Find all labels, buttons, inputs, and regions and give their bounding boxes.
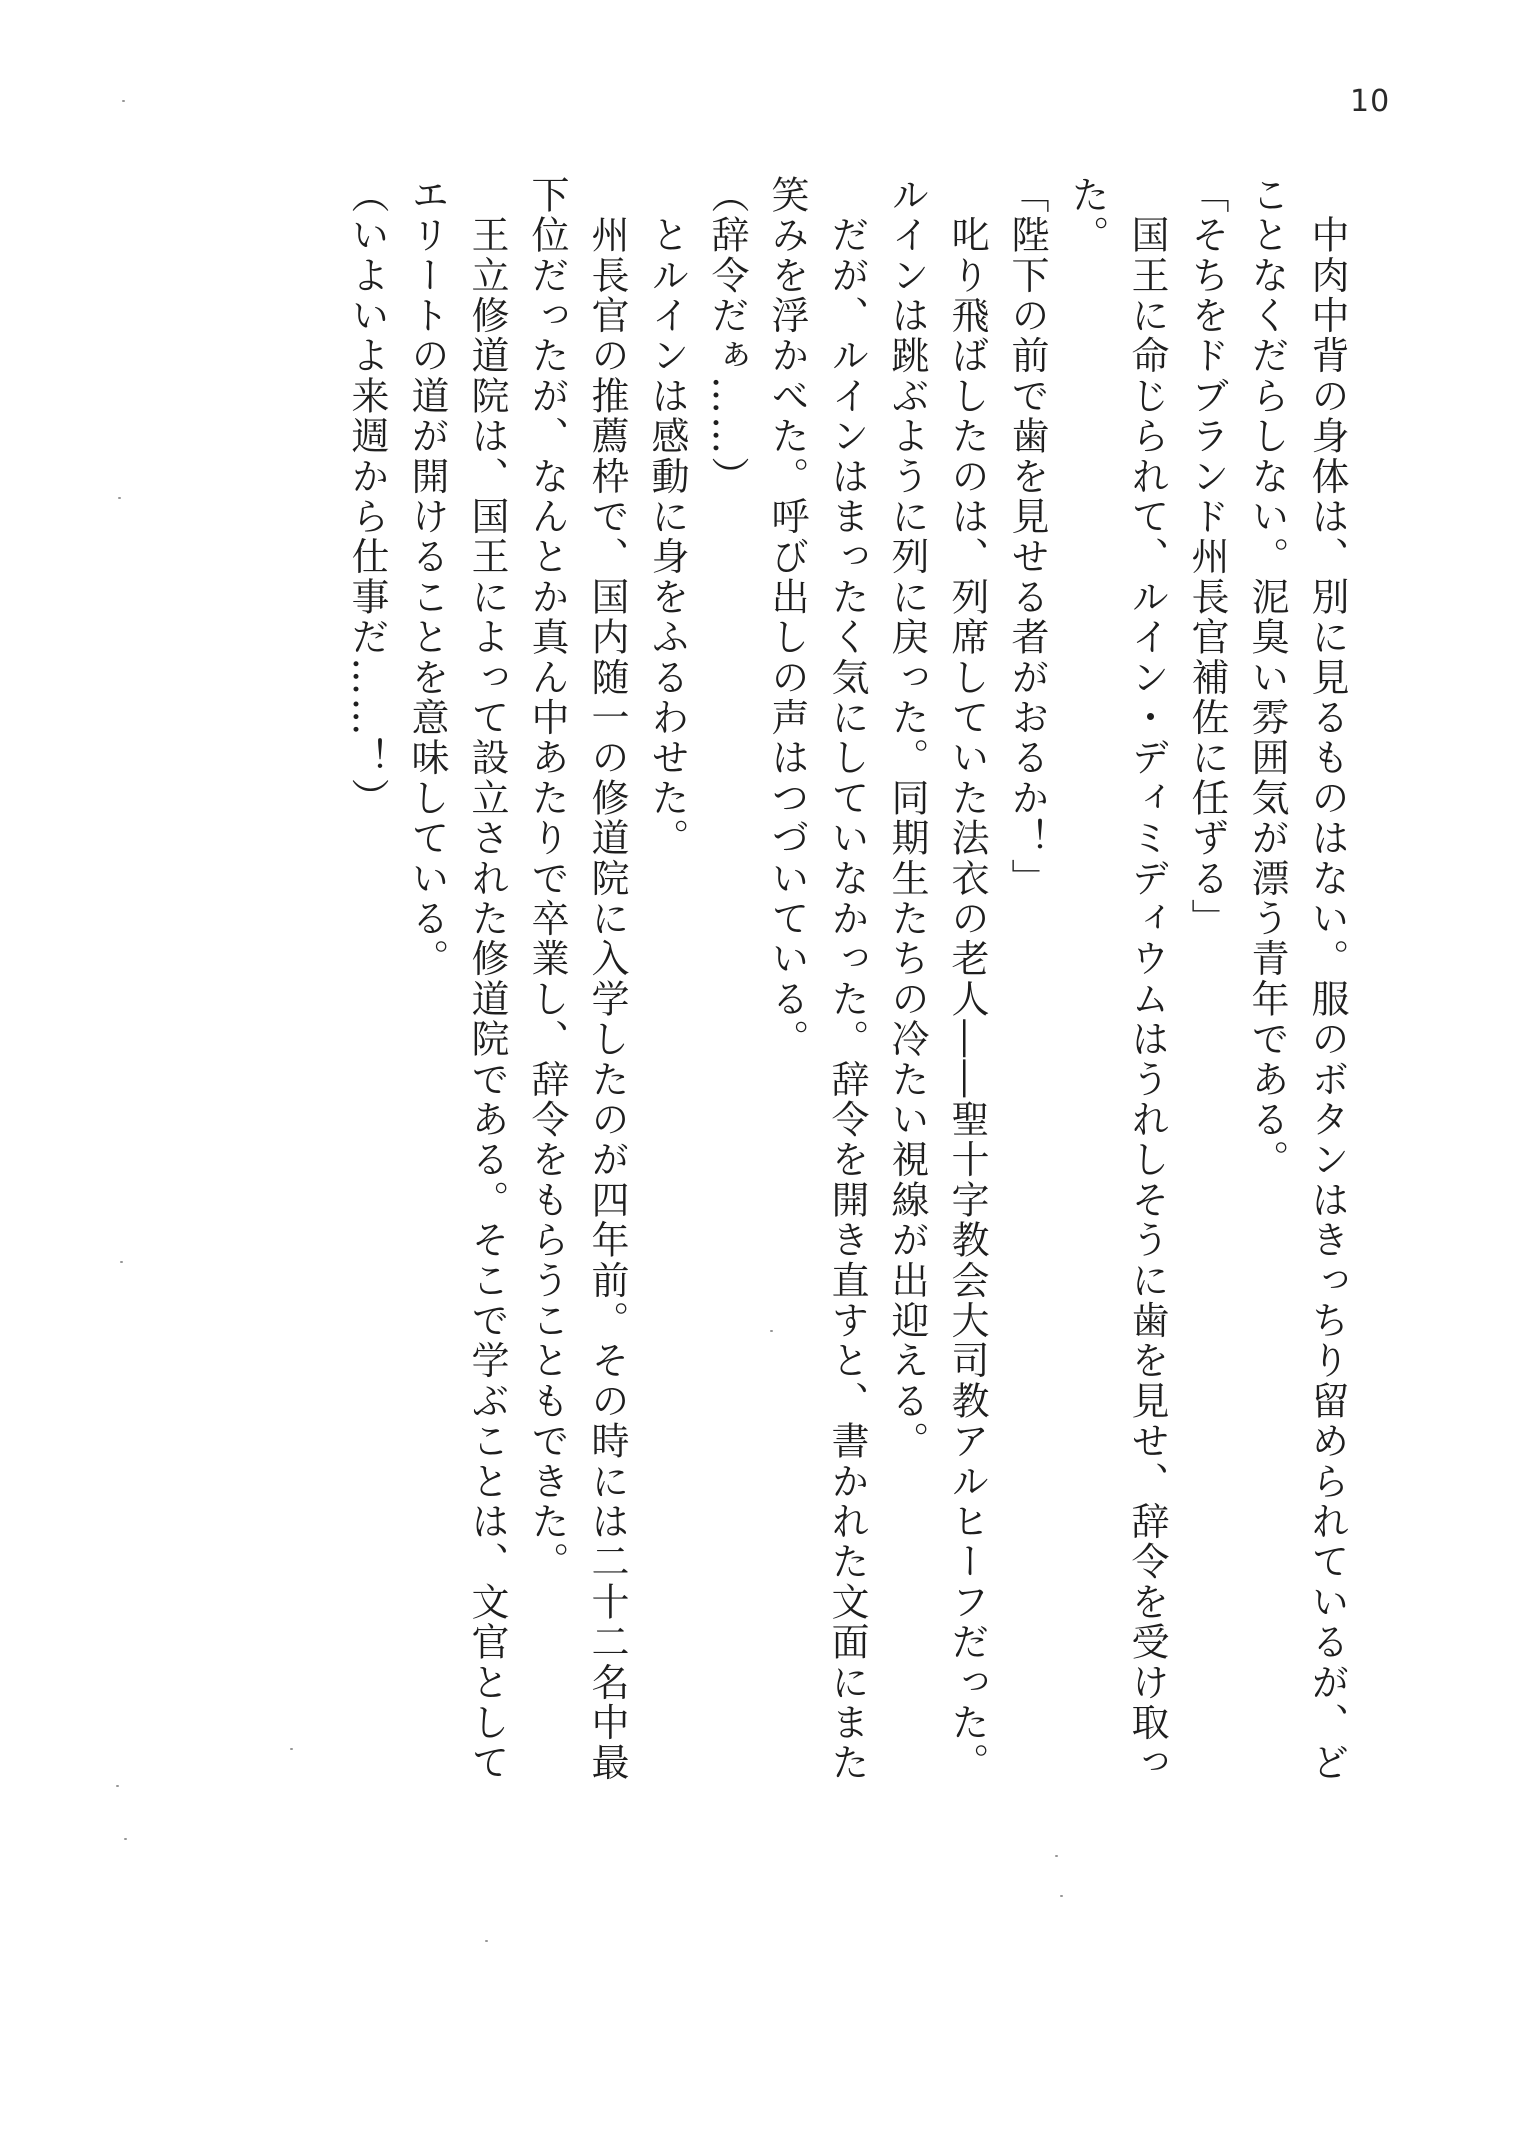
scan-speck xyxy=(290,1748,293,1750)
text-line: エリートの道が開けることを意味している。 xyxy=(405,175,449,979)
scan-speck xyxy=(770,1330,773,1332)
text-line: 国王に命じられて、ルイン・ディミディウムはうれしそうに歯を見せ、辞令を受け取っ xyxy=(1125,175,1169,1783)
text-line: 叱り飛ばしたのは、列席していた法衣の老人――聖十字教会大司教アルヒーフだった。 xyxy=(945,175,989,1783)
text-line: とルインは感動に身をふるわせた。 xyxy=(645,175,689,859)
scan-speck xyxy=(1060,1895,1063,1897)
scan-speck xyxy=(1055,1855,1058,1857)
scan-speck xyxy=(124,1838,127,1840)
text-line: た。 xyxy=(1065,175,1109,256)
text-line: 笑みを浮かべた。呼び出しの声はつづいている。 xyxy=(765,175,809,1060)
scan-speck xyxy=(116,1785,119,1787)
text-line: （いよいよ来週から仕事だ……！） xyxy=(345,175,389,819)
text-line: だが、ルインはまったく気にしていなかった。辞令を開き直すと、書かれた文面にまた xyxy=(825,175,869,1783)
text-line: 王立修道院は、国王によって設立された修道院である。そこで学ぶことは、文官として xyxy=(465,175,509,1783)
text-line: 「そちをドブランド州長官補佐に任ずる」 xyxy=(1185,175,1229,939)
text-line: 下位だったが、なんとか真ん中あたりで卒業し、辞令をもらうこともできた。 xyxy=(525,175,569,1582)
vertical-text-body xyxy=(337,175,1357,1783)
text-line: 州長官の推薦枠で、国内随一の修道院に入学したのが四年前。その時には二十二名中最 xyxy=(585,175,629,1783)
page-number: 10 xyxy=(1350,84,1391,119)
scan-speck xyxy=(120,1261,123,1263)
scan-speck xyxy=(118,497,121,499)
scan-speck xyxy=(122,100,125,102)
text-line: 「陛下の前で歯を見せる者がおるか！」 xyxy=(1005,175,1049,899)
text-line: 中肉中背の身体は、別に見るものはない。服のボタンはきっちり留められているが、ど xyxy=(1305,175,1349,1783)
text-line: ルインは跳ぶように列に戻った。同期生たちの冷たい視線が出迎える。 xyxy=(885,175,929,1462)
text-line: （辞令だぁ……） xyxy=(705,175,749,497)
text-line: ことなくだらしない。泥臭い雰囲気が漂う青年である。 xyxy=(1245,175,1289,1180)
scan-speck xyxy=(485,1940,488,1942)
